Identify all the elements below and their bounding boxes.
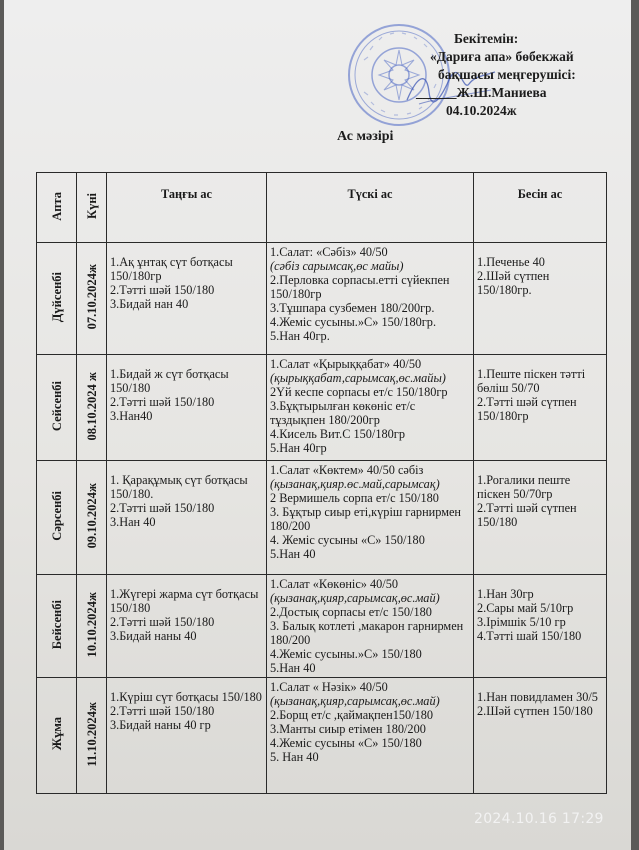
lunch-cell bbox=[267, 461, 474, 575]
menu-item-line: 2.Достық сорпасы ет/с 150/180 bbox=[270, 605, 432, 619]
photo-timestamp: 2024.10.16 17:29 bbox=[474, 811, 604, 827]
menu-item-line: 3. Бұқтыр сиыр еті,күріш гарнирмен 180/200 bbox=[270, 505, 462, 533]
menu-item-line: 3.Манты сиыр етімен 180/200 bbox=[270, 722, 426, 736]
menu-item-line: 5.Нан 40гр. bbox=[270, 329, 330, 343]
menu-item-line: 2.Тәтті шәй 150/180 bbox=[110, 615, 215, 629]
menu-item-line: 2.Сары май 5/10гр bbox=[477, 601, 574, 615]
breakfast-cell bbox=[107, 678, 267, 794]
menu-item-line: 3. Балық котлеті ,макарон гарнирмен 180/200 bbox=[270, 619, 464, 647]
date-cell: 10.10.2024ж bbox=[77, 575, 107, 678]
menu-item-line: (қырыққабат,сарымсақ,өс.майы) bbox=[270, 371, 446, 385]
header-lunch: Түскі ас bbox=[267, 173, 474, 243]
menu-item-line: 1.Бидай ж сүт ботқасы 150/180 bbox=[110, 367, 229, 395]
menu-item-line: 4.Жеміс сусыны «С» 150/180 bbox=[270, 736, 422, 750]
approval-line: Бекітемін: bbox=[454, 31, 519, 46]
menu-item-line: 1.Салат «Көктем» 40/50 сәбіз bbox=[270, 463, 424, 477]
menu-item-line: 2.Борщ ет/с ,қаймақпен150/180 bbox=[270, 708, 434, 722]
menu-item-line: 1.Салат «Көкөніс» 40/50 bbox=[270, 577, 399, 591]
menu-item-line: 2.Шәй сүтпен 150/180 bbox=[477, 704, 593, 718]
menu-item-line: 3.Бидай наны 40 bbox=[110, 629, 197, 643]
breakfast-cell bbox=[107, 461, 267, 575]
menu-item-line: 1.Салат: «Сәбіз» 40/50 bbox=[270, 245, 388, 259]
snack-cell bbox=[474, 461, 607, 575]
menu-item-line: 2.Тәтті шәй 150/180 bbox=[110, 704, 215, 718]
snack-cell bbox=[474, 355, 607, 461]
menu-item-line: 3.Ірімшік 5/10 гр bbox=[477, 615, 566, 629]
weekday-cell: Дүйсенбі bbox=[37, 243, 77, 355]
menu-item-line: 3.Нан40 bbox=[110, 409, 153, 423]
lunch-cell bbox=[267, 355, 474, 461]
menu-table bbox=[36, 172, 607, 794]
breakfast-cell bbox=[107, 243, 267, 355]
menu-item-line: 2.Тәтті шәй 150/180 bbox=[110, 283, 215, 297]
menu-item-line: (қызанақ,қияр,сарымсақ,өс.май) bbox=[270, 591, 440, 605]
header-day: Күні bbox=[77, 173, 107, 243]
menu-item-line: 5.Нан 40 bbox=[270, 661, 316, 675]
menu-item-line: 2.Тәтті шәй сүтпен 150/180 bbox=[477, 501, 577, 529]
menu-item-line: 1.Жүгері жарма сүт ботқасы 150/180 bbox=[110, 587, 259, 615]
snack-cell bbox=[474, 678, 607, 794]
date-cell: 11.10.2024ж bbox=[77, 678, 107, 794]
lunch-cell bbox=[267, 575, 474, 678]
table-row bbox=[37, 678, 607, 794]
menu-item-line: 2.Перловка сорпасы.етті сүйекпен 150/180гр bbox=[270, 273, 450, 301]
menu-item-line: 1.Ақ ұнтақ сүт ботқасы 150/180гр bbox=[110, 255, 233, 283]
header-breakfast: Таңғы ас bbox=[107, 173, 267, 243]
document-page bbox=[4, 0, 631, 850]
breakfast-cell bbox=[107, 575, 267, 678]
date-cell: 08.10.2024 ж bbox=[77, 355, 107, 461]
menu-item-line: 2Үй кеспе сорпасы ет/с 150/180гр bbox=[270, 385, 448, 399]
table-header-row bbox=[37, 173, 607, 243]
menu-item-line: 1.Рогалики пеште піскен 50/70гр bbox=[477, 473, 571, 501]
table-row bbox=[37, 461, 607, 575]
menu-item-line: 4.Тәтті шай 150/180 bbox=[477, 629, 582, 643]
menu-item-line: 2.Тәтті шәй 150/180 bbox=[110, 395, 215, 409]
table-row bbox=[37, 355, 607, 461]
approval-line: ______Ж.Ш.Маниева bbox=[416, 85, 547, 100]
menu-item-line: 2.Тәтті шәй сүтпен 150/180гр bbox=[477, 395, 577, 423]
header-snack: Бесін ас bbox=[474, 173, 607, 243]
menu-item-line: (қызанақ,қияр,сарымсақ,өс.май) bbox=[270, 694, 440, 708]
table-row bbox=[37, 575, 607, 678]
date-cell: 07.10.2024ж bbox=[77, 243, 107, 355]
menu-item-line: 3.Бидай наны 40 гр bbox=[110, 718, 211, 732]
menu-item-line: 5.Нан 40 bbox=[270, 547, 316, 561]
weekday-cell: Бейсенбі bbox=[37, 575, 77, 678]
menu-item-line: 3.Тұшпара сузбемен 180/200гр. bbox=[270, 301, 435, 315]
menu-item-line: 1.Салат « Нәзік» 40/50 bbox=[270, 680, 388, 694]
breakfast-cell bbox=[107, 355, 267, 461]
menu-item-line: 2.Шәй сүтпен 150/180гр. bbox=[477, 269, 550, 297]
menu-item-line: 1. Қарақұмық сүт ботқасы 150/180. bbox=[110, 473, 248, 501]
date-cell: 09.10.2024ж bbox=[77, 461, 107, 575]
weekday-cell: Сәрсенбі bbox=[37, 461, 77, 575]
menu-item-line: 2.Тәтті шәй 150/180 bbox=[110, 501, 215, 515]
approval-block bbox=[416, 30, 634, 120]
menu-item-line: 4.Жеміс сусыны.»С» 150/180 bbox=[270, 647, 422, 661]
lunch-cell bbox=[267, 243, 474, 355]
approval-line: «Дариға апа» бөбекжай bbox=[430, 49, 574, 64]
menu-item-line: 1.Нан 30гр bbox=[477, 587, 534, 601]
menu-item-line: 1.Салат «Қырыққабат» 40/50 bbox=[270, 357, 422, 371]
menu-item-line: 1.Пеште піскен тәтті бөліш 50/70 bbox=[477, 367, 586, 395]
weekday-cell: Жұма bbox=[37, 678, 77, 794]
approval-date: 04.10.2024ж bbox=[446, 103, 517, 118]
weekday-cell: Сейсенбі bbox=[37, 355, 77, 461]
menu-item-line: 5. Нан 40 bbox=[270, 750, 319, 764]
menu-item-line: 3.Бұқтырылған көкөніс ет/с тұздықпен 180/200гр bbox=[270, 399, 416, 427]
menu-item-line: 2 Вермишель сорпа ет/с 150/180 bbox=[270, 491, 439, 505]
menu-item-line: 1.Нан повидламен 30/5 bbox=[477, 690, 598, 704]
header-week: Апта bbox=[37, 173, 77, 243]
menu-item-line: 5.Нан 40гр bbox=[270, 441, 327, 455]
page-title: Ас мәзірі bbox=[337, 129, 394, 144]
menu-item-line: (қызанақ,қияр.өс.май,сарымсақ) bbox=[270, 477, 440, 491]
lunch-cell bbox=[267, 678, 474, 794]
menu-item-line: 4. Жеміс сусыны «С» 150/180 bbox=[270, 533, 425, 547]
menu-item-line: 4.Кисель Вит.С 150/180гр bbox=[270, 427, 405, 441]
approval-line: бақшасы меңгерушісі: bbox=[438, 67, 576, 82]
menu-item-line: 3.Нан 40 bbox=[110, 515, 156, 529]
menu-item-line: 4.Жеміс сусыны.»С» 150/180гр. bbox=[270, 315, 437, 329]
menu-item-line: 3.Бидай нан 40 bbox=[110, 297, 189, 311]
table-row bbox=[37, 243, 607, 355]
snack-cell bbox=[474, 243, 607, 355]
menu-item-line: 1.Печенье 40 bbox=[477, 255, 545, 269]
menu-item-line: 1.Күріш сүт ботқасы 150/180 bbox=[110, 690, 262, 704]
snack-cell bbox=[474, 575, 607, 678]
menu-item-line: (сәбіз сарымсақ,өс майы) bbox=[270, 259, 404, 273]
